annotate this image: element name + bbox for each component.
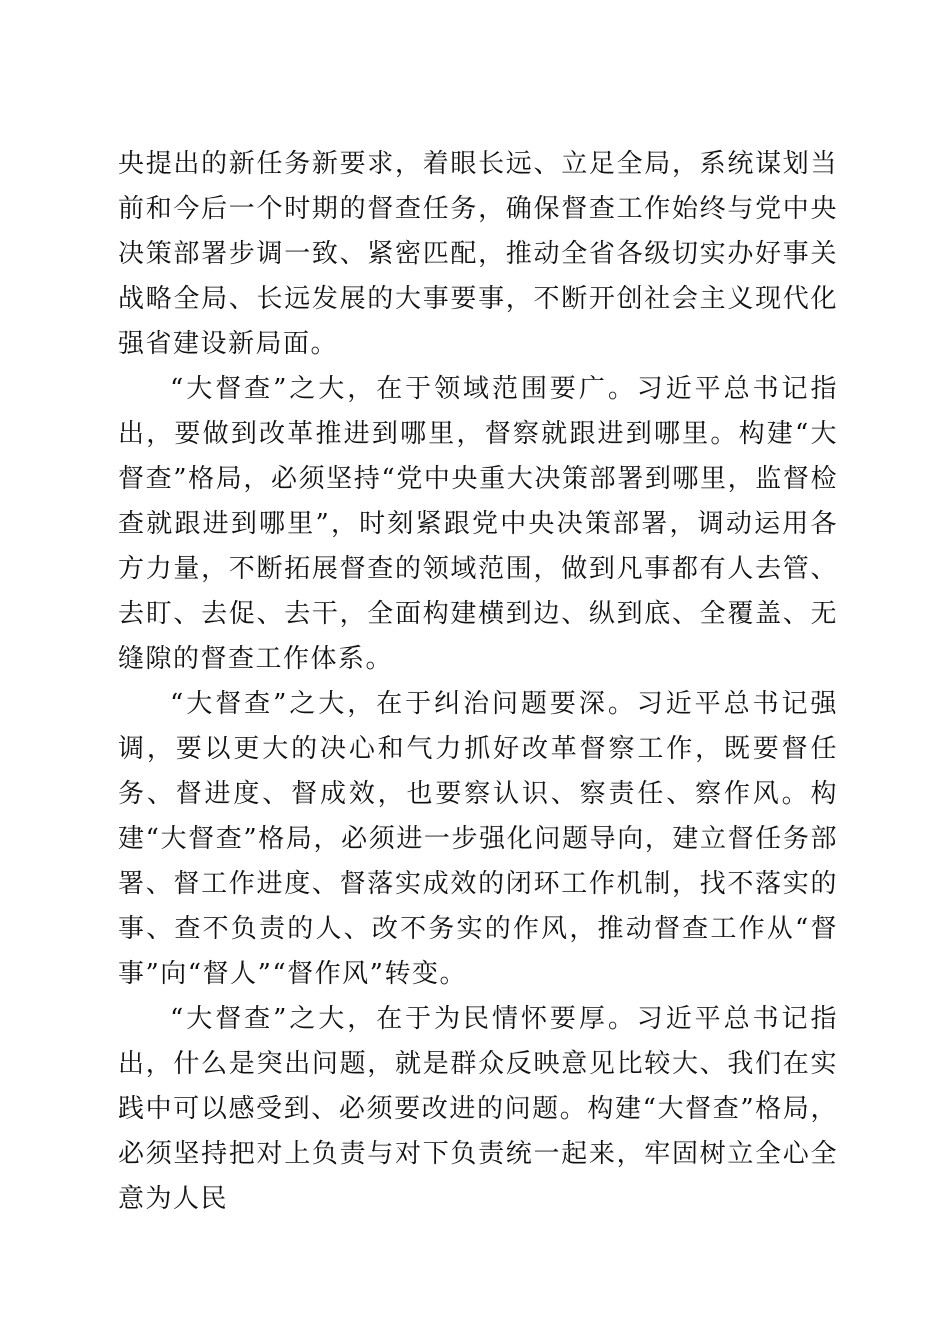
document-body bbox=[118, 142, 838, 1222]
paragraph-problems: “大督查”之大，在于纠治问题要深。习近平总书记强调，要以更大的决心和气力抓好改革督察工作，既要督任务、督进度、督成效，也要察认识、察责任、察作风。构建“大督查”格局，必须进一步强化问题导向，建立督任务部署、督工作进度、督落实成效的闭环工作机制，找不落实的事、查不负责的人、改不务实的作风，推动督查工作从“督事”向“督人”“督作风”转变。 bbox=[118, 689, 838, 989]
paragraph-continuation: 央提出的新任务新要求，着眼长远、立足全局，系统谋划当前和今后一个时期的督查任务，确保督查工作始终与党中央决策部署步调一致、紧密匹配，推动全省各级切实办好事关战略全局、长远发展的大事要事，不断开创社会主义现代化强省建设新局面。 bbox=[118, 149, 838, 359]
paragraph-scope: “大督查”之大，在于领域范围要广。习近平总书记指出，要做到改革推进到哪里，督察就跟进到哪里。构建“大督查”格局，必须坚持“党中央重大决策部署到哪里，监督检查就跟进到哪里”，时刻紧跟党中央决策部署，调动运用各方力量，不断拓展督查的领域范围，做到凡事都有人去管、去盯、去促、去干，全面构建横到边、纵到底、全覆盖、无缝隙的督查工作体系。 bbox=[118, 374, 838, 674]
paragraph-people: “大督查”之大，在于为民情怀要厚。习近平总书记指出，什么是突出问题，就是群众反映意见比较大、我们在实践中可以感受到、必须要改进的问题。构建“大督查”格局，必须坚持把对上负责与对下负责统一起来，牢固树立全心全意为人民 bbox=[118, 1004, 838, 1214]
